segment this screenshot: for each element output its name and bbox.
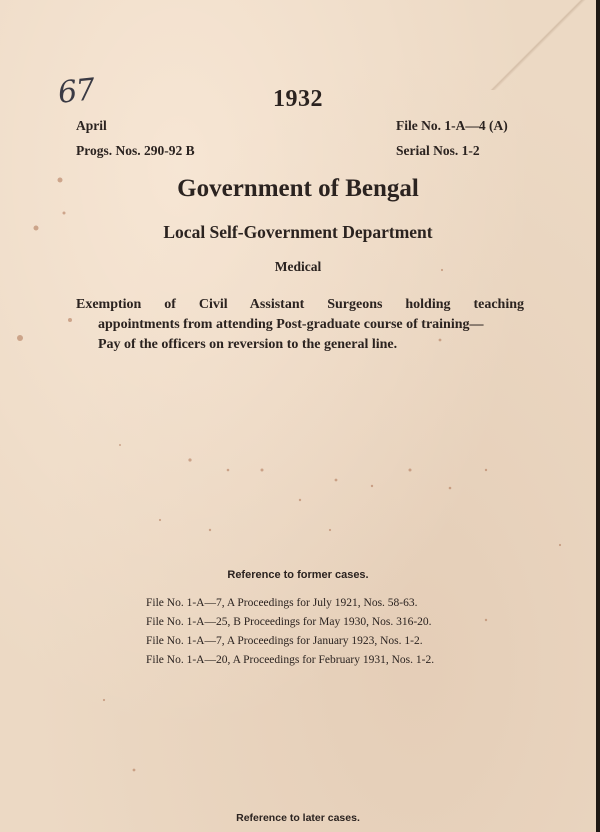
former-case-item: File No. 1-A—7, A Proceedings for January 1923, Nos. 1-2. (146, 635, 423, 647)
serial-numbers: Serial Nos. 1-2 (396, 143, 480, 158)
government-heading: Government of Bengal (177, 175, 419, 202)
proceedings-numbers: Progs. Nos. 290-92 B (76, 143, 195, 158)
page-fold-crease (482, 0, 592, 90)
scan-edge (596, 0, 600, 832)
file-number: File No. 1-A—4 (A) (396, 118, 508, 133)
branch-heading: Medical (274, 259, 322, 274)
former-cases-heading: Reference to former cases. (227, 569, 369, 581)
subject-line: Pay of the officers on reversion to the general line. (98, 337, 398, 352)
former-case-item: File No. 1-A—25, B Proceedings for May 1930, Nos. 316-20. (146, 616, 432, 628)
month-label: April (76, 118, 107, 133)
later-cases-heading: Reference to later cases. (236, 812, 360, 824)
department-heading: Local Self-Government Department (163, 222, 433, 242)
former-cases-list (146, 594, 546, 670)
former-case-item: File No. 1-A—7, A Proceedings for July 1921, Nos. 58-63. (146, 597, 418, 609)
subject-line: appointments from attending Post-graduate course of training— (98, 317, 484, 332)
document-year: 1932 (273, 86, 323, 112)
handwritten-file-number: 67 (56, 72, 96, 111)
subject-line: Exemption of Civil Assistant Surgeons holding teaching (76, 297, 524, 312)
former-case-item: File No. 1-A—20, A Proceedings for February 1931, Nos. 1-2. (146, 654, 435, 666)
subject-paragraph (76, 295, 524, 355)
